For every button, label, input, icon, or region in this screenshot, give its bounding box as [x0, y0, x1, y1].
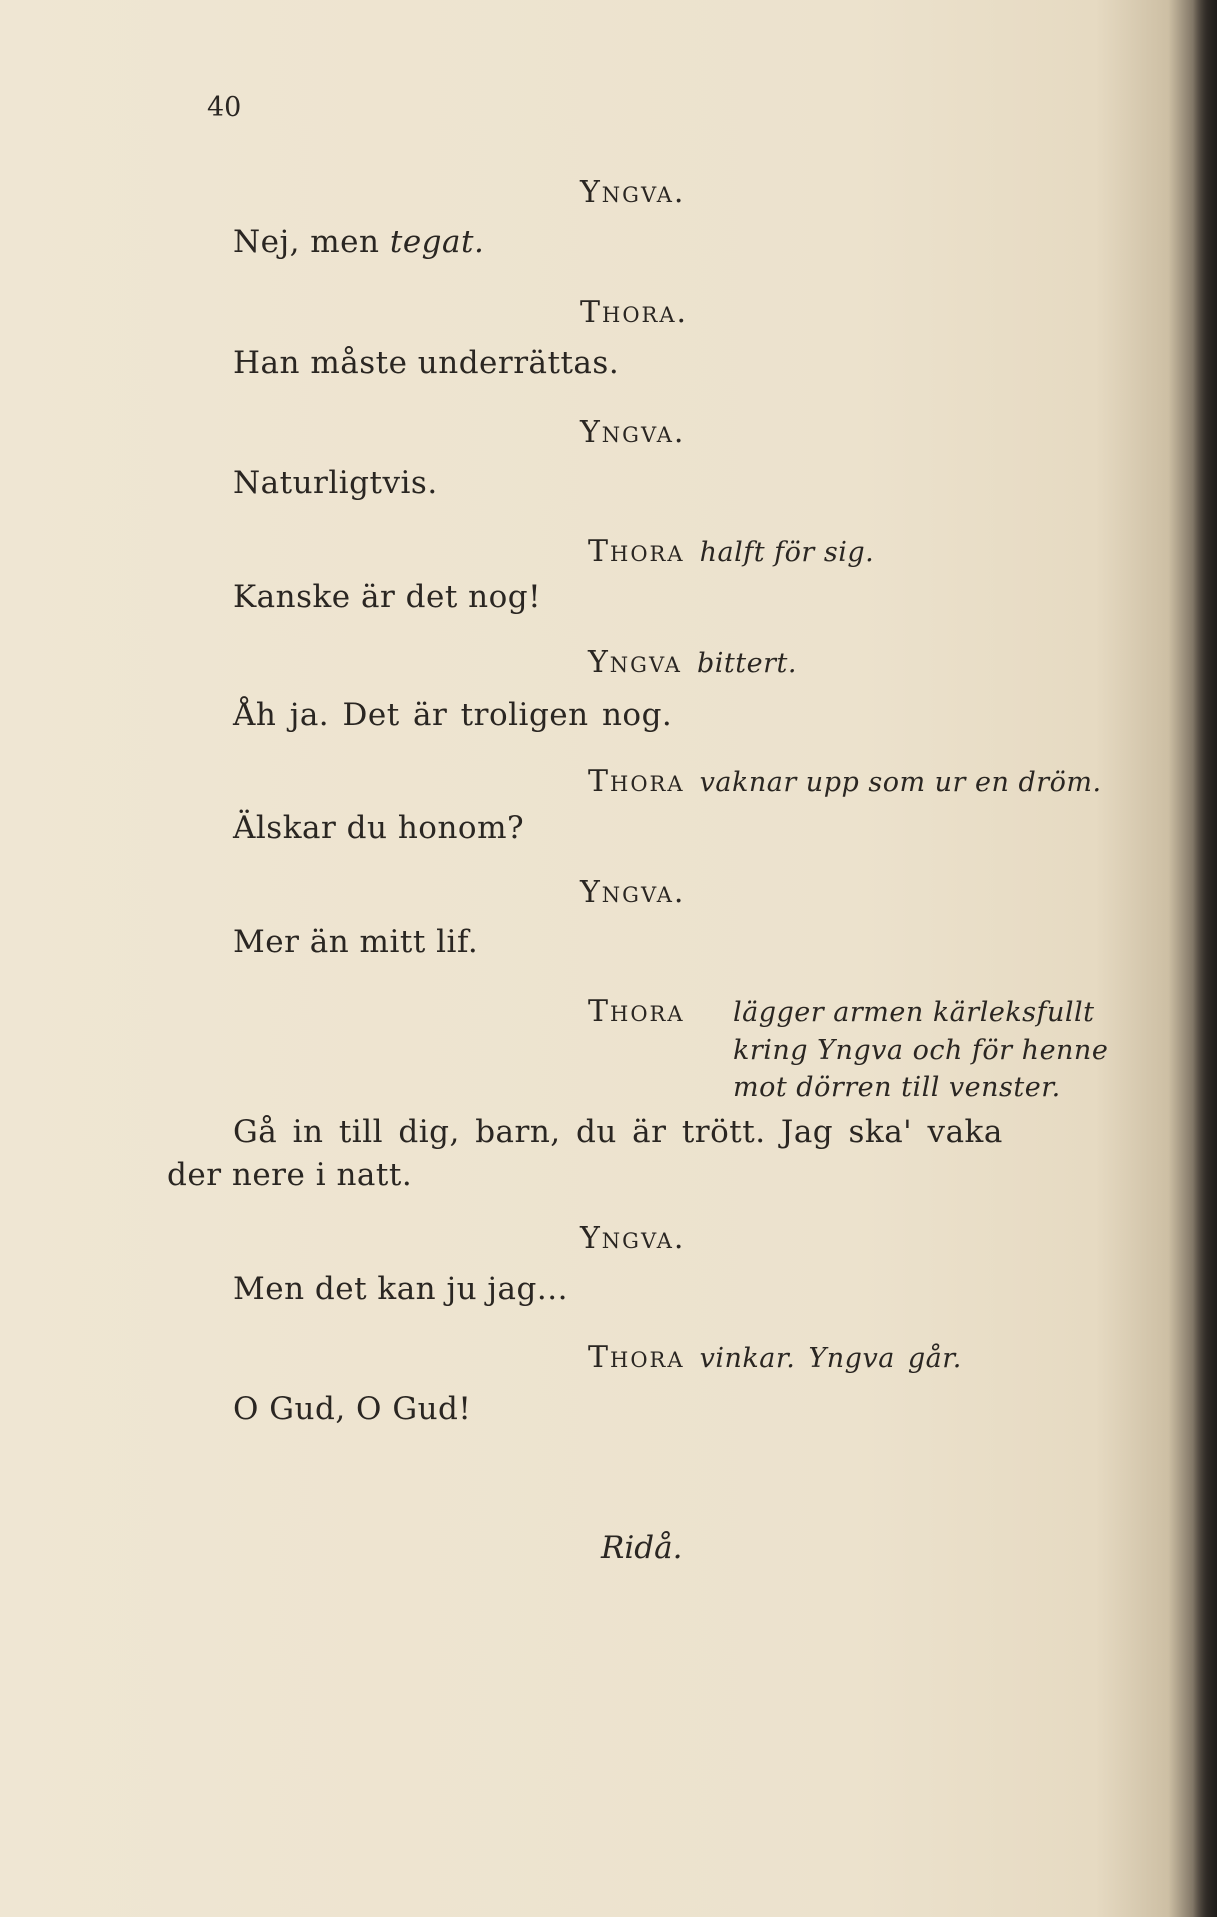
speaker-thora: Thora. [580, 295, 689, 330]
stage-direction: lägger armen kärleksfullt [733, 997, 1095, 1028]
speaker-yngva: Yngva [588, 645, 682, 680]
page-edge-shadow [1193, 0, 1217, 1917]
dialogue-line: Naturligtvis. [233, 465, 438, 501]
stage-direction: vaknar upp som ur en dröm. [699, 767, 1102, 798]
stage-direction: mot dörren till venster. [733, 1072, 1061, 1103]
dialogue-line: Han måste underrättas. [233, 345, 620, 381]
speaker-with-direction [588, 764, 1102, 799]
speaker-yngva: Yngva. [580, 415, 686, 450]
dialogue-line: Mer än mitt lif. [233, 924, 479, 960]
dialogue-line: Älskar du honom? [233, 810, 525, 846]
dialogue-line: Kanske är det nog! [233, 579, 542, 615]
stage-direction: vinkar. Yngva går. [699, 1343, 962, 1374]
dialogue-line: Gå in till dig, barn, du är trött. Jag ska' vaka [233, 1114, 1003, 1150]
stage-direction: halft för sig. [699, 537, 875, 568]
speaker-with-direction [588, 1340, 962, 1375]
speaker-thora: Thora [588, 534, 685, 569]
page-number: 40 [207, 92, 242, 123]
speaker-yngva: Yngva. [580, 875, 686, 910]
speaker-with-direction [588, 534, 875, 569]
speaker-thora: Thora [588, 994, 685, 1029]
stage-direction: kring Yngva och för henne [733, 1035, 1109, 1066]
speaker-yngva: Yngva. [580, 175, 686, 210]
stage-direction: bittert. [696, 648, 797, 679]
dialogue-line: Men det kan ju jag... [233, 1271, 568, 1307]
speaker-yngva: Yngva. [580, 1221, 686, 1256]
curtain-text: Ridå. [601, 1530, 683, 1566]
speaker-with-direction [588, 645, 797, 680]
dialogue-line: Nej, men tegat. [233, 224, 485, 260]
speaker-thora: Thora [588, 764, 685, 799]
dialogue-line: Åh ja. Det är troligen nog. [233, 697, 673, 733]
dialogue-line: O Gud, O Gud! [233, 1391, 472, 1427]
speaker-thora: Thora [588, 1340, 685, 1375]
dialogue-line: der nere i natt. [167, 1157, 413, 1193]
